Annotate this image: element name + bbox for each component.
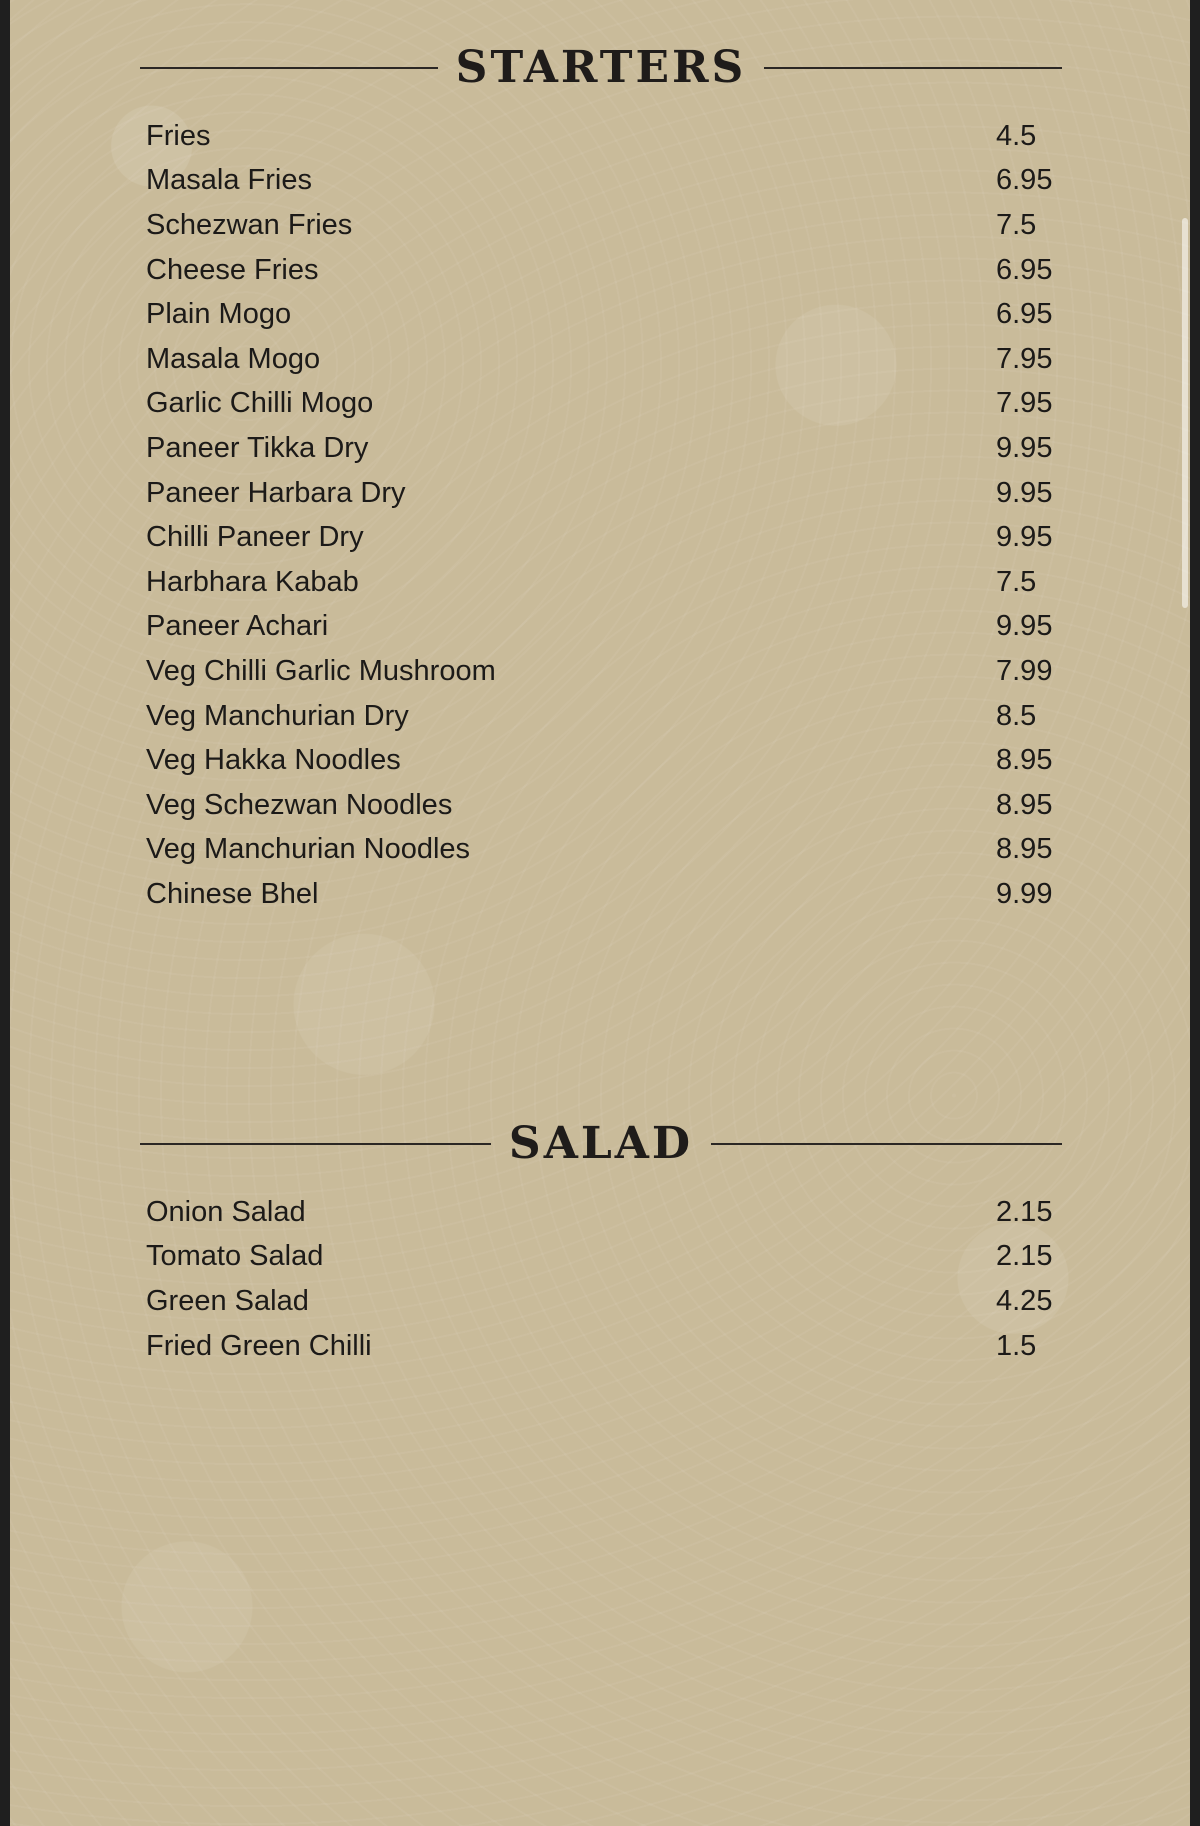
menu-page[interactable] (10, 0, 1190, 1826)
menu-item-name: Tomato Salad (146, 1240, 324, 1273)
menu-item-price: 9.95 (996, 431, 1053, 464)
menu-item (140, 828, 1062, 873)
menu-item-price: 6.95 (996, 164, 1053, 197)
menu-item-price: 7.95 (996, 387, 1053, 420)
menu-item (140, 337, 1062, 382)
menu-item-name: Veg Manchurian Dry (146, 699, 409, 732)
menu-item-price: 2.15 (996, 1195, 1053, 1228)
menu-item-name: Schezwan Fries (146, 208, 353, 241)
menu-item-name: Paneer Harbara Dry (146, 476, 406, 509)
header-rule-right (711, 1143, 1062, 1145)
starters-header (140, 38, 1062, 98)
menu-item-price: 7.5 (996, 565, 1037, 598)
menu-item-name: Harbhara Kabab (146, 565, 359, 598)
menu-item-name: Plain Mogo (146, 298, 292, 331)
salad-section (140, 1114, 1062, 1368)
salad-title: SALAD (508, 1118, 694, 1169)
menu-item-price: 9.95 (996, 521, 1053, 554)
menu-item (140, 1324, 1062, 1369)
menu-item-name: Paneer Achari (146, 610, 329, 643)
menu-item-price: 7.95 (996, 342, 1053, 375)
menu-item (140, 649, 1062, 694)
menu-item-name: Cheese Fries (146, 253, 319, 286)
menu-item (140, 694, 1062, 739)
menu-item-price: 4.25 (996, 1284, 1053, 1317)
menu-item-price: 8.95 (996, 744, 1053, 777)
menu-item-price: 9.95 (996, 476, 1053, 509)
menu-item (140, 872, 1062, 917)
header-rule-left (140, 67, 438, 69)
menu-item-price: 4.5 (996, 119, 1037, 152)
menu-item-name: Chinese Bhel (146, 877, 319, 910)
menu-item-price: 9.95 (996, 610, 1053, 643)
menu-item (140, 159, 1062, 204)
menu-item (140, 1235, 1062, 1280)
salad-header (140, 1114, 1062, 1174)
menu-item-price: 7.99 (996, 654, 1053, 687)
menu-item-name: Veg Chilli Garlic Mushroom (146, 654, 496, 687)
menu-item-name: Veg Manchurian Noodles (146, 833, 471, 866)
scrollbar[interactable] (1182, 218, 1188, 608)
starters-item-list (140, 114, 1062, 917)
menu-item (140, 605, 1062, 650)
menu-item-price: 8.95 (996, 788, 1053, 821)
menu-item-name: Fried Green Chilli (146, 1329, 372, 1362)
menu-item-name: Masala Mogo (146, 342, 321, 375)
menu-item-price: 1.5 (996, 1329, 1037, 1362)
menu-item (140, 248, 1062, 293)
menu-item-name: Onion Salad (146, 1195, 306, 1228)
menu-item (140, 560, 1062, 605)
starters-title: STARTERS (455, 42, 747, 93)
menu-item-price: 7.5 (996, 208, 1037, 241)
menu-item-price: 8.5 (996, 699, 1037, 732)
menu-item (140, 471, 1062, 516)
menu-item-price: 2.15 (996, 1240, 1053, 1273)
menu-item (140, 783, 1062, 828)
menu-item (140, 426, 1062, 471)
menu-item-name: Masala Fries (146, 164, 312, 197)
menu-item (140, 203, 1062, 248)
menu-item-price: 8.95 (996, 833, 1053, 866)
menu-item-price: 6.95 (996, 298, 1053, 331)
menu-item-name: Garlic Chilli Mogo (146, 387, 374, 420)
menu-item (140, 292, 1062, 337)
menu-item-price: 6.95 (996, 253, 1053, 286)
menu-item-name: Chilli Paneer Dry (146, 521, 364, 554)
menu-item (140, 1190, 1062, 1235)
menu-item-name: Veg Schezwan Noodles (146, 788, 453, 821)
menu-item-name: Paneer Tikka Dry (146, 431, 369, 464)
menu-item (140, 382, 1062, 427)
menu-item-name: Veg Hakka Noodles (146, 744, 401, 777)
menu-item-name: Green Salad (146, 1284, 309, 1317)
menu-item-name: Fries (146, 119, 211, 152)
menu-item (140, 114, 1062, 159)
header-rule-left (140, 1143, 491, 1145)
header-rule-right (764, 67, 1062, 69)
menu-item (140, 738, 1062, 783)
menu-item-price: 9.99 (996, 877, 1053, 910)
salad-item-list (140, 1190, 1062, 1368)
starters-section (140, 38, 1062, 917)
menu-item (140, 1279, 1062, 1324)
menu-item (140, 515, 1062, 560)
